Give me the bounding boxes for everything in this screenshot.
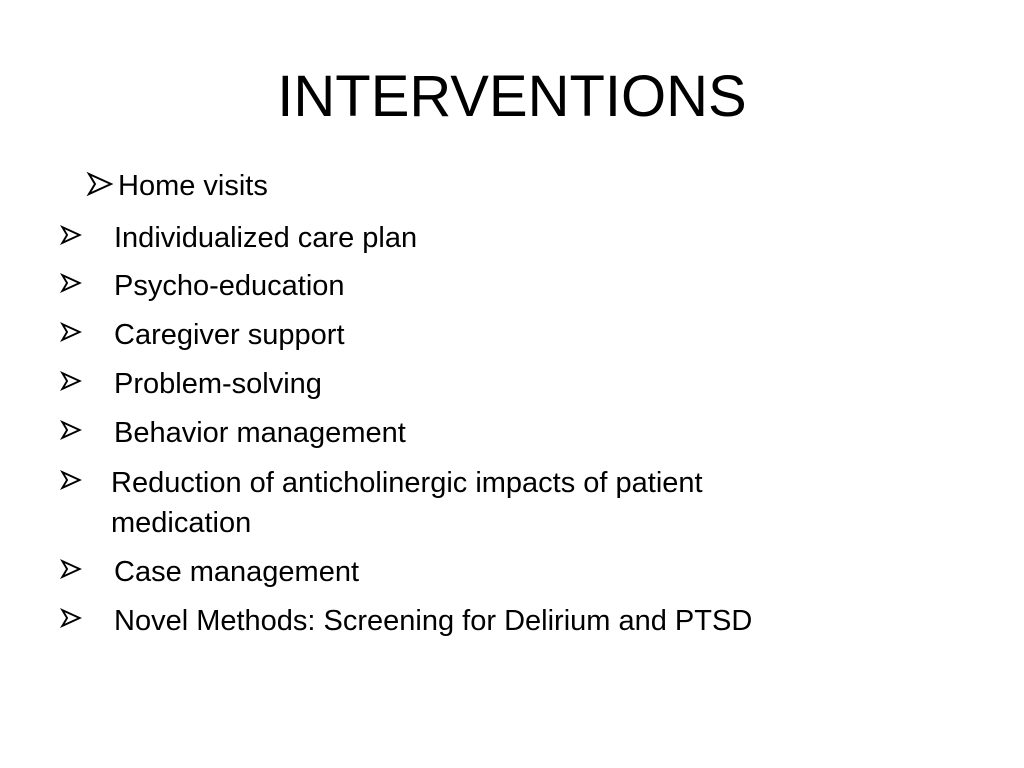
slide-title: INTERVENTIONS: [277, 64, 747, 129]
list-item-label: Individualized care plan: [114, 222, 418, 254]
arrowhead-bullet-icon: [60, 607, 82, 629]
list-item-label: Reduction of anticholinergic impacts of patient medication: [111, 467, 703, 539]
list-item-label: Caregiver support: [114, 319, 345, 351]
arrowhead-bullet-icon: [60, 419, 82, 441]
list-item-label: Novel Methods: Screening for Delirium and PTSD: [114, 605, 753, 637]
arrowhead-bullet-icon: [60, 370, 82, 392]
list-item-label: Psycho-education: [114, 270, 345, 302]
list-item-label: Case management: [114, 556, 360, 588]
list-item-label: Home visits: [118, 170, 268, 202]
arrowhead-bullet-icon: [60, 321, 82, 343]
arrowhead-bullet-icon: [60, 224, 82, 246]
arrowhead-bullet-icon: [60, 558, 82, 580]
list-item-label: Problem-solving: [114, 368, 322, 400]
arrowhead-bullet-icon: [60, 272, 82, 294]
list-item-label: Behavior management: [114, 417, 406, 449]
arrowhead-bullet-icon: [60, 469, 82, 491]
arrowhead-bullet-icon: [86, 170, 114, 198]
